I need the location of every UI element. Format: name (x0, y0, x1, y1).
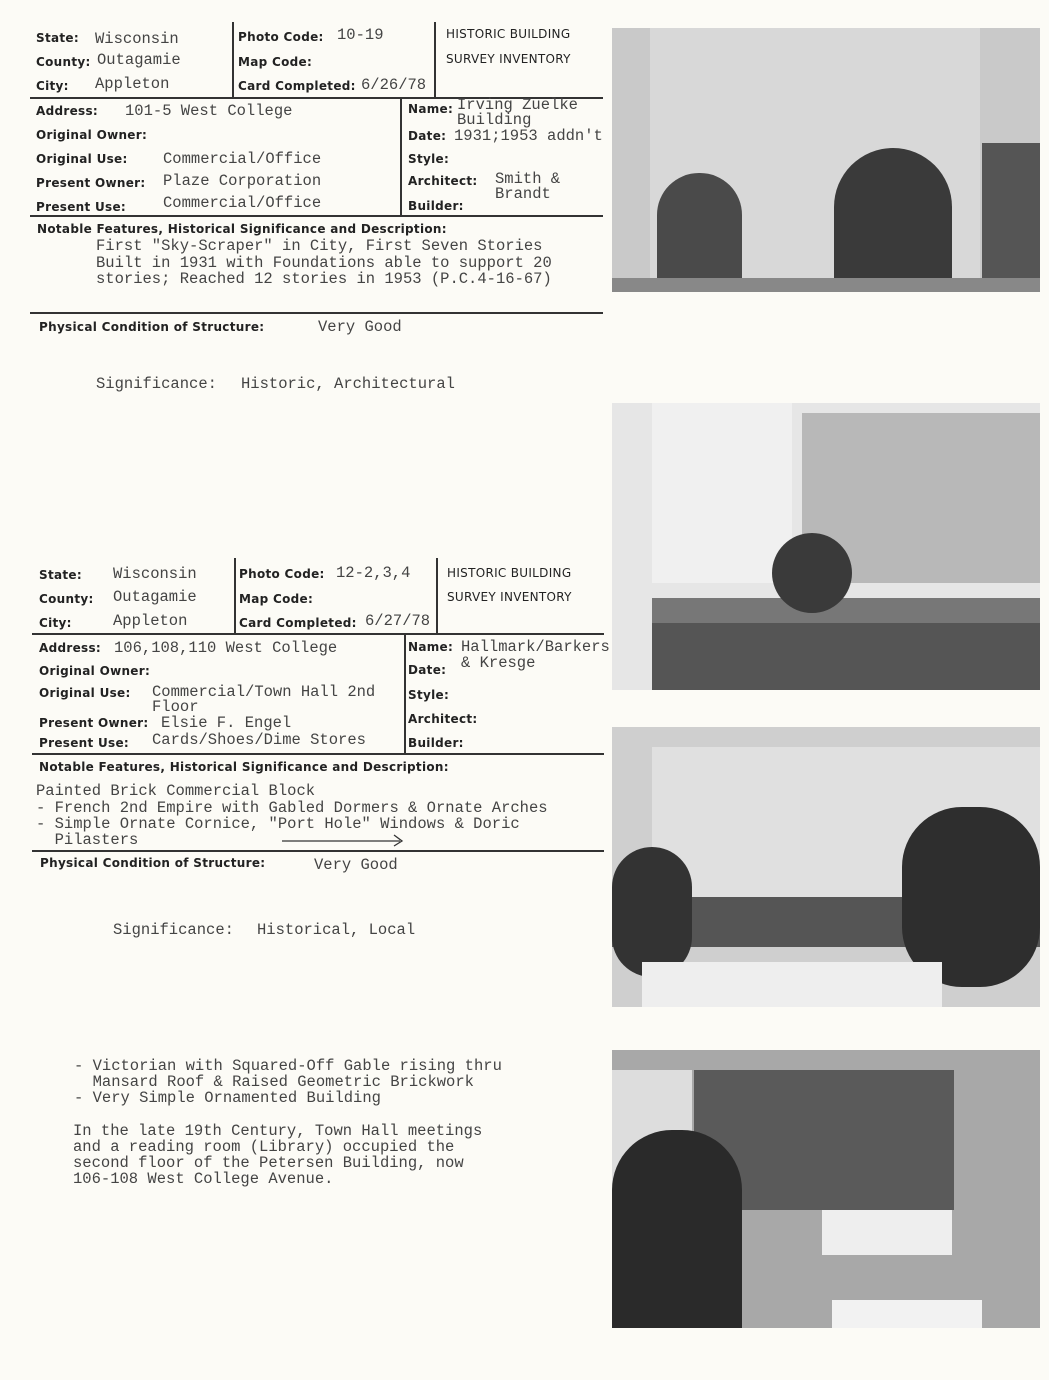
extra-note-line: - Victorian with Squared-Off Gable rising thru (74, 1057, 502, 1075)
form-title-line2: SURVEY INVENTORY (447, 590, 572, 604)
history-line: second floor of the Petersen Building, now (73, 1154, 464, 1172)
original-use-value-line2: Floor (152, 698, 199, 716)
original-use-label: Original Use: (36, 152, 128, 166)
name-value-line1: Irving Zuelke (457, 96, 578, 114)
present-use-value: Commercial/Office (163, 194, 322, 212)
state-label: State: (36, 31, 79, 45)
name-value-line2: & Kresge (461, 654, 536, 672)
state-value: Wisconsin (113, 565, 197, 583)
address-label: Address: (36, 104, 99, 118)
significance-value: Historic, Architectural (241, 375, 455, 393)
photo-code-label: Photo Code: (239, 567, 325, 581)
form-title-line2: SURVEY INVENTORY (446, 52, 571, 66)
original-use-label: Original Use: (39, 686, 131, 700)
building-photo-2 (612, 403, 1040, 690)
state-value: Wisconsin (95, 30, 179, 48)
architect-label: Architect: (408, 712, 478, 726)
architect-label: Architect: (408, 174, 478, 188)
condition-value: Very Good (318, 318, 402, 336)
photo-code-value: 12-2,3,4 (336, 564, 411, 582)
significance-label: Significance: (96, 375, 217, 393)
name-value-line1: Hallmark/Barkers (461, 638, 610, 656)
notes-line: First "Sky-Scraper" in City, First Seven Stories (96, 237, 543, 255)
state-label: State: (39, 568, 82, 582)
notable-label: Notable Features, Historical Significance and Description: (39, 760, 449, 774)
date-label: Date: (408, 129, 447, 143)
card-completed-label: Card Completed: (238, 79, 356, 93)
extra-note-line: Mansard Roof & Raised Geometric Brickwork (74, 1073, 474, 1091)
name-label: Name: (408, 640, 454, 654)
original-owner-label: Original Owner: (36, 128, 148, 142)
county-label: County: (36, 55, 91, 69)
card-completed-value: 6/27/78 (365, 612, 431, 630)
photo-code-value: 10-19 (337, 26, 384, 44)
condition-label: Physical Condition of Structure: (40, 856, 266, 870)
present-owner-value: Plaze Corporation (163, 172, 322, 190)
name-value-line2: Building (457, 111, 532, 129)
date-value: 1931;1953 addn't (454, 127, 603, 145)
city-value: Appleton (113, 612, 188, 630)
photo-code-label: Photo Code: (238, 30, 324, 44)
card-completed-label: Card Completed: (239, 616, 357, 630)
condition-value: Very Good (314, 856, 398, 874)
history-line: In the late 19th Century, Town Hall meetings (73, 1122, 483, 1140)
style-label: Style: (408, 688, 450, 702)
present-owner-value: Elsie F. Engel (161, 714, 292, 732)
notes-line: Built in 1931 with Foundations able to support 20 (96, 254, 552, 272)
significance-value: Historical, Local (257, 921, 416, 939)
form-title-line1: HISTORIC BUILDING (446, 27, 571, 41)
present-use-label: Present Use: (39, 736, 130, 750)
notes-line: - French 2nd Empire with Gabled Dormers & Ornate Arches (36, 799, 548, 817)
city-label: City: (39, 616, 72, 630)
original-use-value-line1: Commercial/Town Hall 2nd (152, 683, 376, 701)
original-owner-label: Original Owner: (39, 664, 151, 678)
county-value: Outagamie (97, 51, 181, 69)
history-line: 106-108 West College Avenue. (73, 1170, 334, 1188)
address-value: 106,108,110 West College (114, 639, 338, 657)
city-value: Appleton (95, 75, 170, 93)
extra-note-line: - Very Simple Ornamented Building (74, 1089, 381, 1107)
form-title-line1: HISTORIC BUILDING (447, 566, 572, 580)
map-code-label: Map Code: (239, 592, 314, 606)
address-value: 101-5 West College (125, 102, 293, 120)
county-label: County: (39, 592, 94, 606)
notable-label: Notable Features, Historical Significance and Description: (37, 222, 447, 236)
history-line: and a reading room (Library) occupied the (73, 1138, 455, 1156)
architect-value-line1: Smith & (495, 170, 561, 188)
architect-value-line2: Brandt (495, 185, 551, 203)
city-label: City: (36, 79, 69, 93)
present-owner-label: Present Owner: (39, 716, 149, 730)
builder-label: Builder: (408, 736, 464, 750)
name-label: Name: (408, 102, 454, 116)
style-label: Style: (408, 152, 450, 166)
county-value: Outagamie (113, 588, 197, 606)
address-label: Address: (39, 641, 102, 655)
present-use-value: Cards/Shoes/Dime Stores (152, 731, 366, 749)
notes-line: Pilasters (36, 831, 139, 849)
builder-label: Builder: (408, 199, 464, 213)
notes-line: stories; Reached 12 stories in 1953 (P.C.4-16-67) (96, 270, 552, 288)
building-photo-4 (612, 1050, 1040, 1328)
present-use-label: Present Use: (36, 200, 127, 214)
present-owner-label: Present Owner: (36, 176, 146, 190)
original-use-value: Commercial/Office (163, 150, 322, 168)
significance-label: Significance: (113, 921, 234, 939)
arrow-icon (282, 833, 407, 847)
date-label: Date: (408, 663, 447, 677)
card-completed-value: 6/26/78 (361, 76, 427, 94)
condition-label: Physical Condition of Structure: (39, 320, 265, 334)
notes-line: Painted Brick Commercial Block (36, 782, 316, 800)
building-photo-3 (612, 727, 1040, 1007)
building-photo-1 (612, 28, 1040, 292)
map-code-label: Map Code: (238, 55, 313, 69)
notes-line: - Simple Ornate Cornice, "Port Hole" Windows & Doric (36, 815, 520, 833)
